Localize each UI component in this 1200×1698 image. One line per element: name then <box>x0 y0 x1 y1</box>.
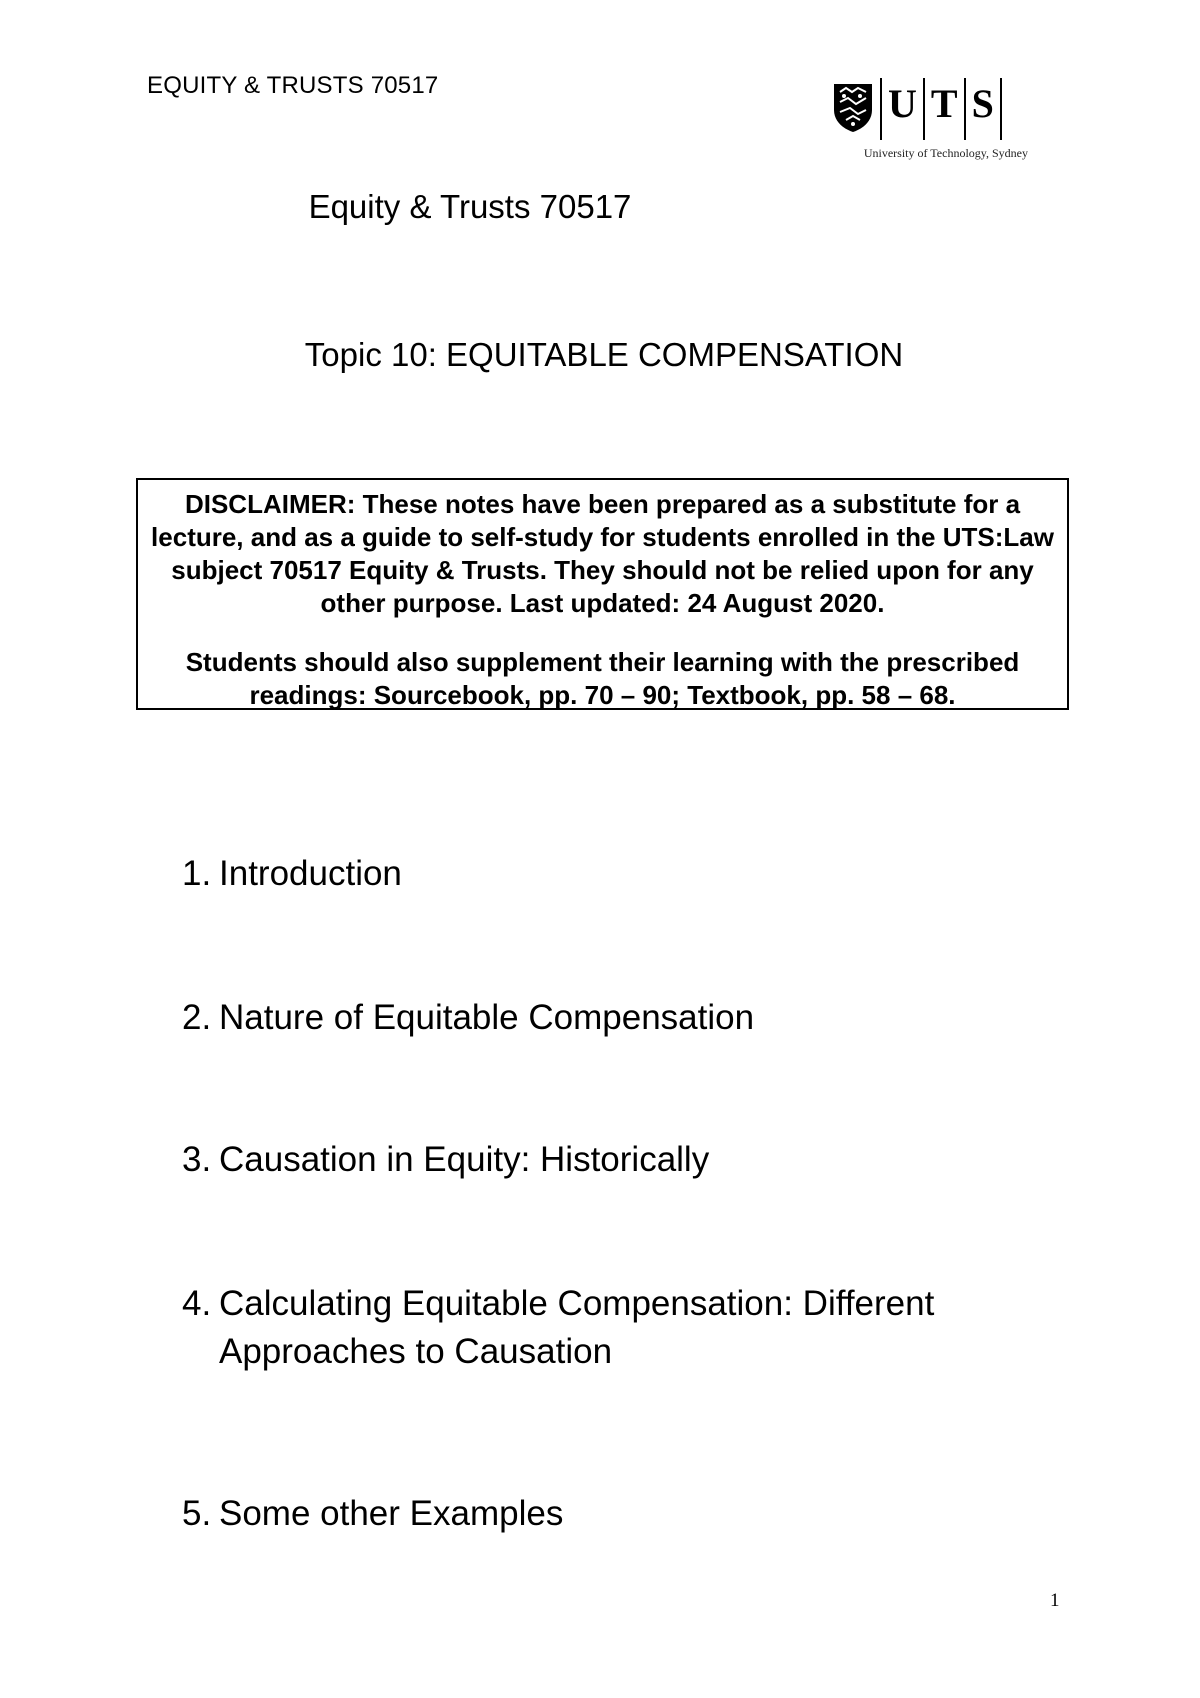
contents-item-number: 4. <box>182 1284 212 1323</box>
disclaimer-box <box>136 478 1069 710</box>
page-number: 1 <box>1050 1590 1060 1611</box>
contents-item-number: 1. <box>182 854 212 893</box>
uts-logo <box>832 78 1028 168</box>
contents-item-number: 5. <box>182 1494 212 1533</box>
contents-item-label: Introduction <box>219 854 402 893</box>
contents-item-label: Causation in Equity: Historically <box>219 1140 710 1179</box>
contents-item <box>182 850 1079 898</box>
running-header: EQUITY & TRUSTS 70517 <box>147 72 439 99</box>
uts-crest-icon <box>832 82 874 134</box>
contents-item <box>182 1136 1079 1184</box>
contents-item-label: Some other Examples <box>219 1494 564 1533</box>
disclaimer-text: DISCLAIMER: These notes have been prepared as a substitute for a lecture, and as a guide to self-study for students enrolled in the UTS:Law subject 70517 Equity & Trusts. They should not be relied upon for any other purpose. Last updated: 24 August 2020. <box>151 489 1054 618</box>
contents-item-label: Calculating Equitable Compensation: Different Approaches to Causation <box>219 1284 935 1371</box>
readings-note: Students should also supplement their learning with the prescribed readings: Sourcebook, pp. 70 – 90; Textbook, pp. 58 – 68. <box>185 647 1020 710</box>
logo-letter: T <box>930 81 958 126</box>
contents-item <box>182 994 1079 1042</box>
topic-title: Topic 10: EQUITABLE COMPENSATION <box>304 336 904 373</box>
uts-wordmark <box>880 78 1002 140</box>
logo-letter: U <box>888 81 917 126</box>
logo-tagline: University of Technology, Sydney <box>863 146 1028 160</box>
document-title: Equity & Trusts 70517 <box>308 188 632 225</box>
contents-item-number: 2. <box>182 998 212 1037</box>
contents-item <box>182 1490 1079 1538</box>
contents-item-number: 3. <box>182 1140 212 1179</box>
contents-item <box>182 1280 1079 1376</box>
contents-item-label: Nature of Equitable Compensation <box>219 998 755 1037</box>
logo-letter: S <box>971 81 994 126</box>
